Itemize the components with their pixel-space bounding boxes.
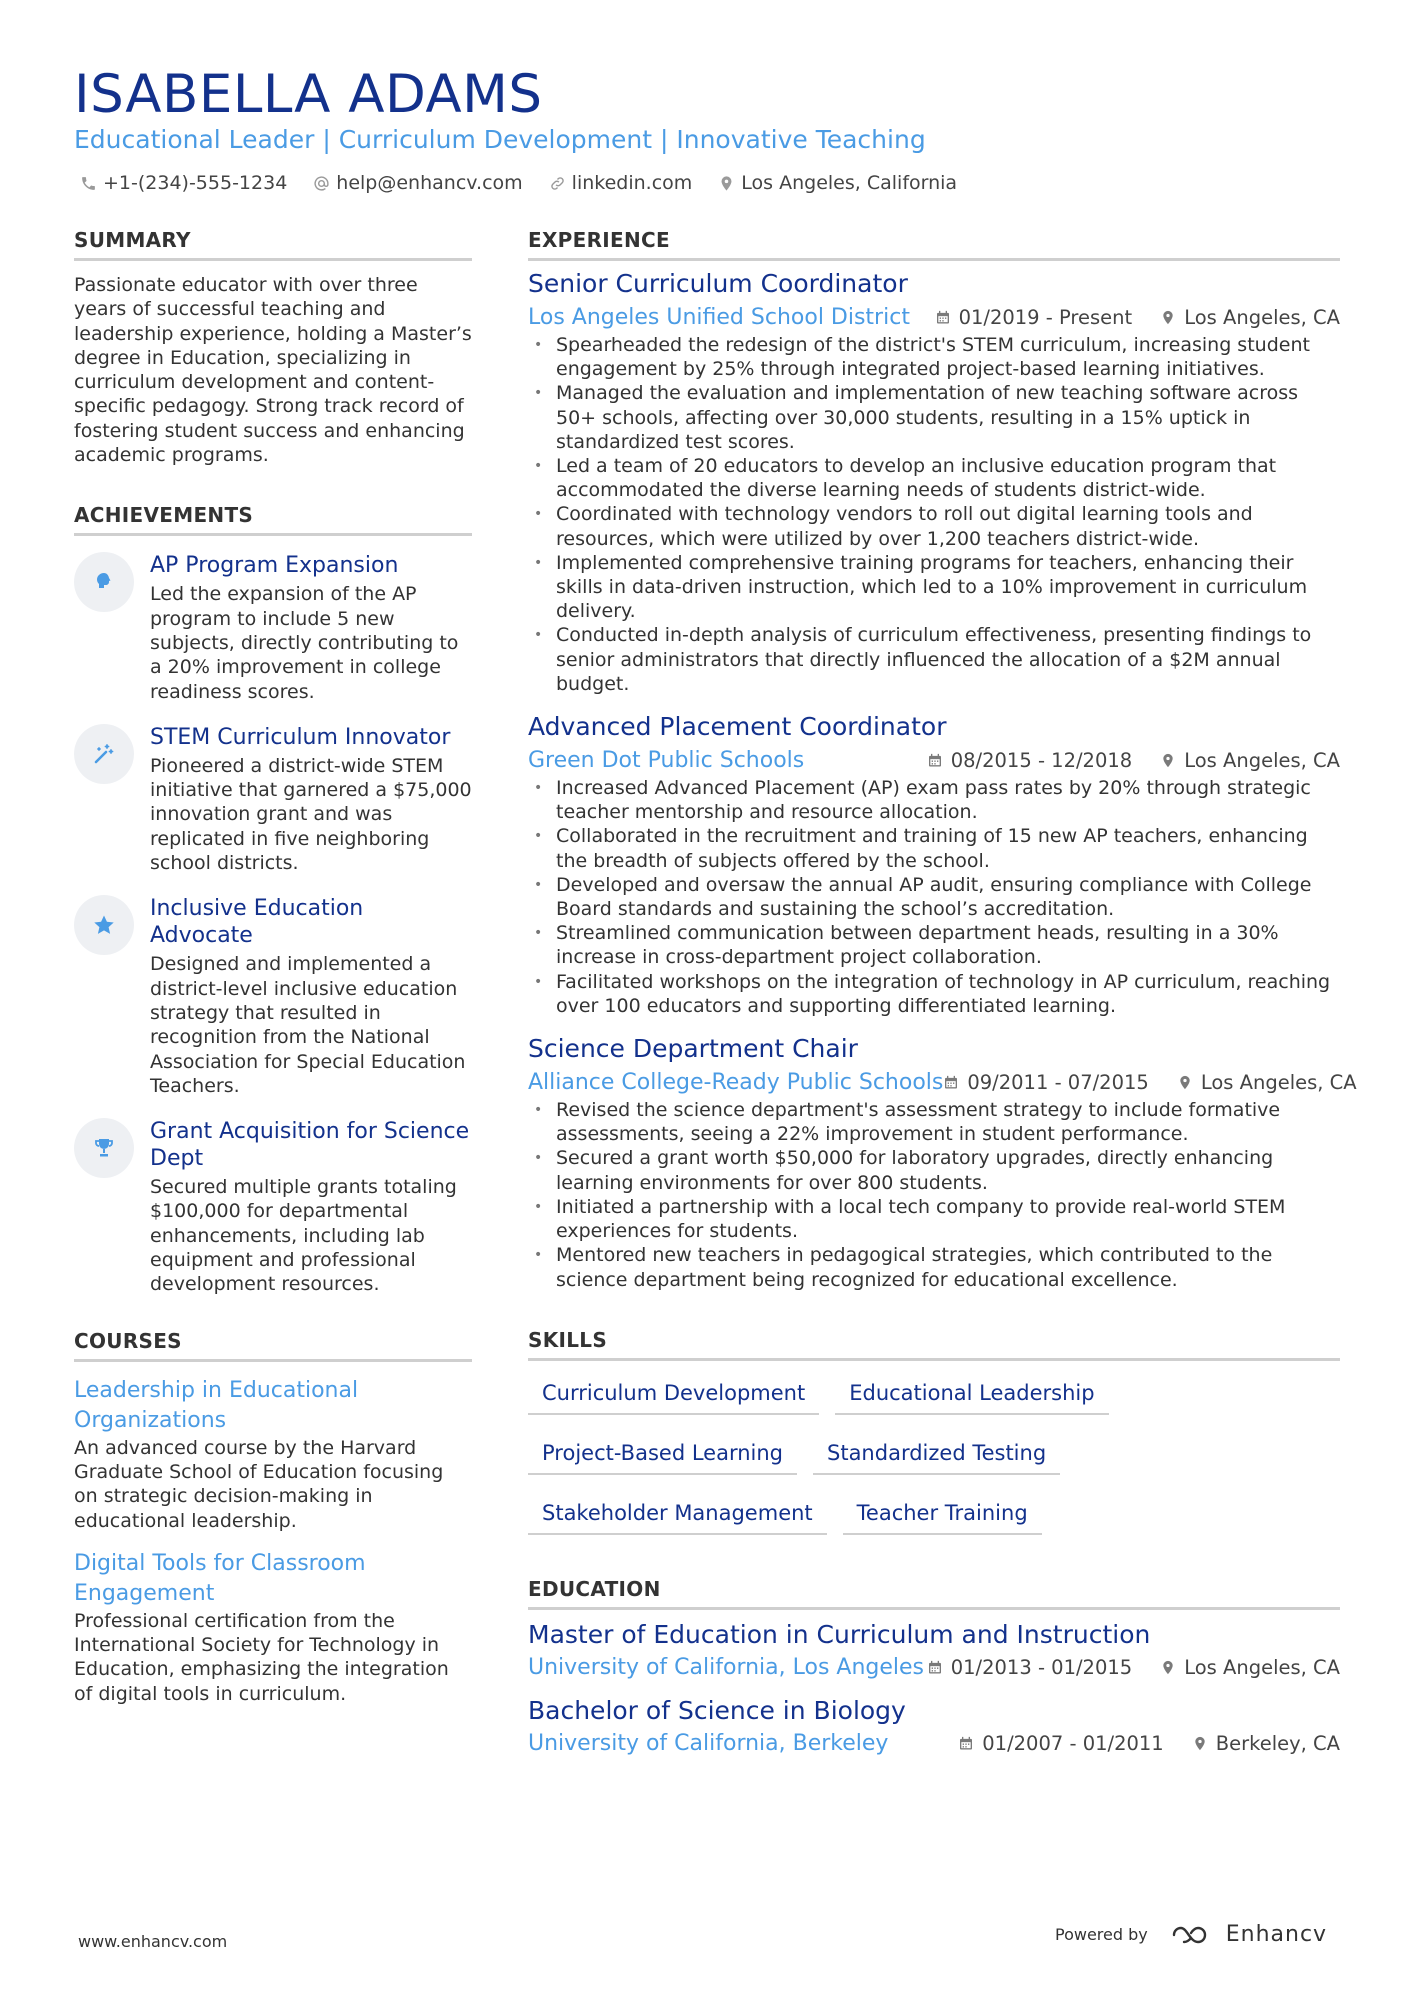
achievement-desc: Led the expansion of the AP program to include 5 new subjects, directly contributing to a 20% improvement in college readiness scores.: [150, 583, 459, 703]
achievement-title: Grant Acquisition for Science Dept: [150, 1119, 470, 1172]
job-bullets: [528, 333, 1340, 696]
course-desc: An advanced course by the Harvard Graduate School of Education focusing on strategic decision-making in educational leadership.: [74, 1436, 444, 1532]
enhancv-logo[interactable]: [1170, 1922, 1327, 1947]
enhancv-logo-icon: [1170, 1923, 1216, 1947]
experience-heading: EXPERIENCE: [528, 226, 1340, 261]
job-location: [1177, 1071, 1357, 1094]
link-icon: [549, 175, 566, 192]
job-bullet: • Mentored new teachers in pedagogical strategies, which contributed to the science department being recognized for educational excellence.: [528, 1243, 1340, 1291]
skills-section: [528, 1326, 1340, 1535]
contact-linkedin[interactable]: [549, 170, 693, 196]
course-title: Digital Tools for Classroom Engagement: [74, 1550, 366, 1606]
achievement-icon-badge: [74, 724, 134, 784]
skills-list: [528, 1373, 1340, 1535]
summary-section: [74, 226, 472, 467]
achievement-icon-badge: [74, 552, 134, 612]
job-location-text: Los Angeles, CA: [1200, 1070, 1357, 1094]
calendar-icon: [943, 1074, 959, 1091]
education-dates: [927, 1656, 1132, 1679]
location-pin-icon: [1160, 1659, 1176, 1676]
achievements-section: [74, 501, 472, 1296]
education-location: [1192, 1732, 1340, 1755]
contact-location-text: Los Angeles, California: [741, 172, 958, 194]
job-title: Advanced Placement Coordinator: [528, 712, 947, 742]
skill-tag: Standardized Testing: [813, 1433, 1060, 1475]
job-bullet: • Implemented comprehensive training programs for teachers, enhancing their skills in data-driven instruction, which led to a 10% improvement in curriculum delivery.: [528, 551, 1340, 624]
job-dates: [927, 749, 1132, 772]
at-icon: [313, 175, 330, 192]
footer-website[interactable]: www.enhancv.com: [78, 1932, 228, 1951]
location-pin-icon: [1177, 1074, 1193, 1091]
job-entry: [528, 710, 1340, 1018]
job-bullet: • Conducted in-depth analysis of curriculum effectiveness, presenting findings to senior administrators that directly influenced the allocation of a $2M annual budget.: [528, 623, 1340, 696]
calendar-icon: [927, 752, 943, 769]
job-bullet: • Streamlined communication between department heads, resulting in a 30% increase in cross-department project collaboration.: [528, 921, 1340, 969]
education-section: [528, 1575, 1340, 1760]
achievement-desc: Designed and implemented a district-level inclusive education strategy that resulted in recognition from the National Association for Special Education Teachers.: [150, 953, 466, 1097]
job-bullet: • Managed the evaluation and implementation of new teaching software across 50+ schools, affecting over 30,000 students, resulting in a 15% uptick in standardized test scores.: [528, 381, 1340, 454]
course-desc: Professional certification from the International Society for Technology in Education, emphasizing the integration of digital tools in curriculum.: [74, 1609, 449, 1705]
contact-linkedin-text: linkedin.com: [571, 172, 693, 194]
summary-heading: SUMMARY: [74, 226, 472, 261]
contact-bar: [80, 170, 957, 196]
achievement-icon-badge: [74, 895, 134, 955]
contact-email[interactable]: [313, 170, 522, 196]
calendar-icon: [927, 1659, 943, 1676]
tagline: Educational Leader | Curriculum Development | Innovative Teaching: [74, 125, 926, 154]
degree-title: Bachelor of Science in Biology: [528, 1695, 906, 1725]
job-location-text: Los Angeles, CA: [1184, 305, 1340, 329]
job-bullets: [528, 1098, 1340, 1292]
contact-location: [718, 170, 957, 196]
education-location: [1160, 1656, 1340, 1679]
location-pin-icon: [1192, 1735, 1208, 1752]
job-dates: [943, 1071, 1148, 1094]
skills-heading: SKILLS: [528, 1326, 1340, 1361]
company-name: Green Dot Public Schools: [528, 747, 805, 773]
education-heading: EDUCATION: [528, 1575, 1340, 1610]
job-location: [1160, 749, 1340, 772]
job-title: Science Department Chair: [528, 1034, 858, 1064]
contact-phone[interactable]: [80, 170, 287, 196]
education-entry: [528, 1618, 1340, 1684]
degree-title: Master of Education in Curriculum and Instruction: [528, 1619, 1151, 1649]
school-name: University of California, Los Angeles: [528, 1655, 925, 1681]
company-name: Los Angeles Unified School District: [528, 304, 910, 330]
job-bullet: • Facilitated workshops on the integration of technology in AP curriculum, reaching over 100 educators and supporting differentiated learning.: [528, 970, 1340, 1018]
education-dates-text: 01/2013 - 01/2015: [950, 1656, 1133, 1680]
powered-by-label: Powered by: [1055, 1925, 1148, 1944]
experience-section: [528, 226, 1357, 1292]
skill-tag: Teacher Training: [843, 1493, 1042, 1535]
job-bullet: • Initiated a partnership with a local tech company to provide real-world STEM experiences for students.: [528, 1195, 1340, 1243]
achievement-item: [74, 552, 472, 703]
achievement-desc: Pioneered a district-wide STEM initiative that garnered a $75,000 innovation grant and was replicated in five neighboring school districts.: [150, 754, 472, 875]
skill-tag: Project-Based Learning: [528, 1433, 797, 1475]
job-entry: [528, 267, 1340, 696]
job-dates-text: 09/2011 - 07/2015: [967, 1070, 1149, 1094]
job-bullet: • Spearheaded the redesign of the district's STEM curriculum, increasing student engagement by 25% through integrated project-based learning initiatives.: [528, 333, 1340, 381]
job-dates-text: 01/2019 - Present: [958, 305, 1133, 329]
skill-tag: Stakeholder Management: [528, 1493, 827, 1535]
trophy-icon: [92, 1136, 116, 1160]
location-pin-icon: [1160, 752, 1176, 769]
job-bullet: • Increased Advanced Placement (AP) exam pass rates by 20% through strategic teacher mentorship and resource allocation.: [528, 776, 1340, 824]
achievement-item: [74, 1118, 472, 1296]
achievement-title: AP Program Expansion: [150, 553, 399, 579]
education-dates-text: 01/2007 - 01/2011: [982, 1732, 1164, 1756]
school-name: University of California, Berkeley: [528, 1731, 889, 1757]
job-dates: [935, 306, 1133, 329]
job-bullet: • Led a team of 20 educators to develop an inclusive education program that accommodated the diverse learning needs of students district-wide.: [528, 454, 1340, 502]
brand-name: Enhancv: [1225, 1922, 1328, 1947]
star-icon: [92, 913, 116, 937]
location-pin-icon: [1160, 309, 1176, 326]
job-title: Senior Curriculum Coordinator: [528, 269, 908, 298]
job-location: [1160, 306, 1340, 329]
achievement-title: STEM Curriculum Innovator: [150, 724, 451, 750]
skill-tag: Curriculum Development: [528, 1373, 819, 1415]
education-entry: [528, 1694, 1340, 1760]
job-entry: [528, 1032, 1357, 1292]
course-title: Leadership in Educational Organizations: [74, 1377, 359, 1433]
company-name: Alliance College-Ready Public Schools: [528, 1069, 944, 1095]
education-dates: [958, 1732, 1163, 1755]
calendar-icon: [958, 1735, 974, 1752]
contact-email-text: help@enhancv.com: [336, 172, 523, 194]
education-location-text: Berkeley, CA: [1215, 1732, 1340, 1756]
achievement-item: [74, 895, 472, 1098]
achievement-icon-badge: [74, 1118, 134, 1178]
job-bullet: • Coordinated with technology vendors to roll out digital learning tools and resources, which were utilized by over 1,200 teachers district-wide.: [528, 502, 1340, 550]
courses-heading: COURSES: [74, 1327, 472, 1362]
left-column: [74, 226, 472, 1722]
achievement-title: Inclusive Education Advocate: [150, 896, 364, 949]
candidate-name: ISABELLA ADAMS: [74, 64, 543, 125]
achievements-heading: ACHIEVEMENTS: [74, 501, 472, 536]
job-bullet: • Secured a grant worth $50,000 for laboratory upgrades, directly enhancing learning environments for over 800 students.: [528, 1146, 1340, 1194]
job-bullet: • Collaborated in the recruitment and training of 15 new AP teachers, enhancing the breadth of subjects offered by the school.: [528, 824, 1340, 872]
education-location-text: Los Angeles, CA: [1184, 1656, 1340, 1680]
location-pin-icon: [718, 175, 735, 192]
magic-wand-icon: [92, 742, 116, 766]
skill-tag: Educational Leadership: [835, 1373, 1108, 1415]
phone-icon: [80, 175, 97, 192]
achievement-desc: Secured multiple grants totaling $100,000 for departmental enhancements, including lab equipment and professional development resources.: [150, 1176, 457, 1296]
right-column: [528, 226, 1357, 1770]
contact-phone-text: +1-(234)-555-1234: [103, 172, 288, 194]
summary-text: Passionate educator with over three years of successful teaching and leadership experience, holding a Master’s degree in Education, specializing in curriculum development and content-specific pedagogy. Strong track record of fostering student success and enhancing academic programs.: [74, 274, 472, 467]
calendar-icon: [935, 309, 951, 326]
footer-branding: [1055, 1922, 1327, 1947]
courses-section: [74, 1327, 472, 1706]
brain-icon: [92, 570, 116, 594]
job-bullets: [528, 776, 1340, 1018]
job-bullet: • Revised the science department's assessment strategy to include formative assessments, seeing a 22% improvement in student performance.: [528, 1098, 1340, 1146]
job-bullet: • Developed and oversaw the annual AP audit, ensuring compliance with College Board standards and sustaining the school’s accreditation.: [528, 873, 1340, 921]
achievement-item: [74, 724, 472, 875]
job-location-text: Los Angeles, CA: [1184, 748, 1340, 772]
job-dates-text: 08/2015 - 12/2018: [950, 748, 1133, 772]
